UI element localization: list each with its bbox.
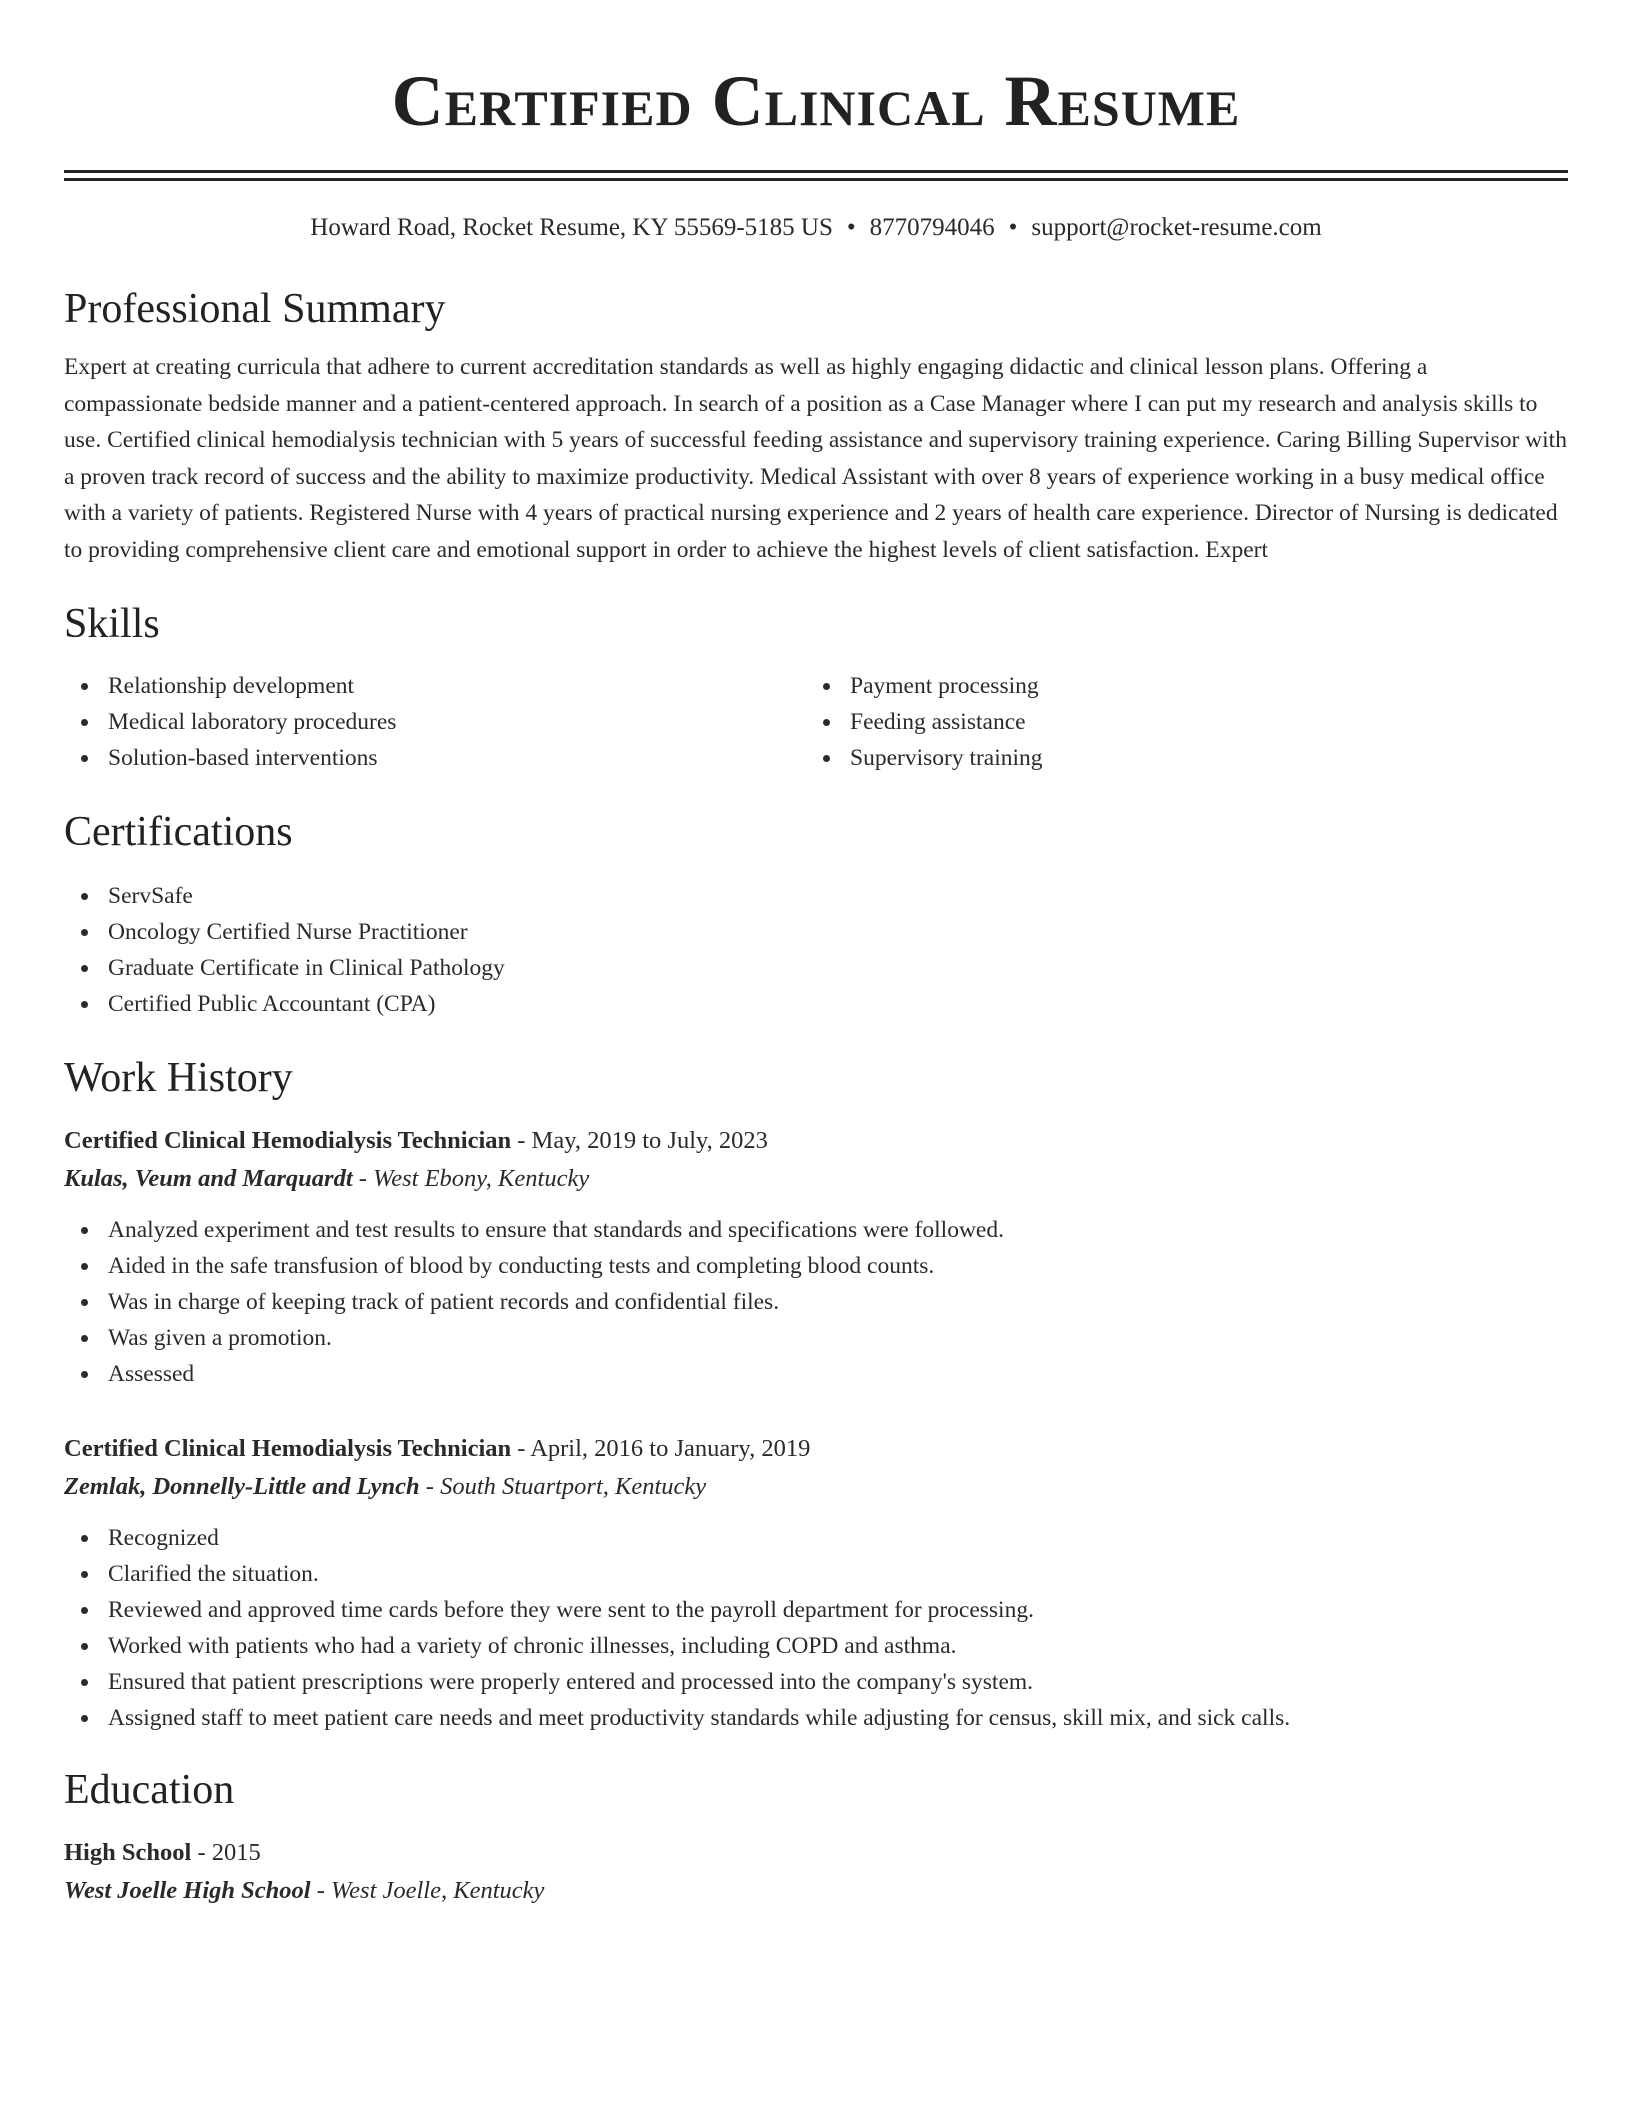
education-entry (64, 1834, 1568, 1910)
school-line (64, 1872, 1568, 1910)
certification-item: Certified Public Accountant (CPA) (64, 986, 1568, 1022)
job-duties-list (64, 1212, 1568, 1392)
education-heading: Education (64, 1767, 235, 1813)
skills-heading: Skills (64, 601, 160, 647)
employer-line (64, 1468, 1568, 1506)
certification-item: Graduate Certificate in Clinical Pathology (64, 950, 1568, 986)
summary-text: Expert at creating curricula that adhere to current accreditation standards as well as highly engaging didactic and clinical lesson plans. Offering a compassionate bedside manner and a patient-centered approach. In search of a position as a Case Manager where I can put my research and analysis skills to use. Certified clinical hemodialysis technician with 5 years of successful feeding assistance and supervisory training experience. Caring Billing Supervisor with a proven track record of success and the ability to maximize productivity. Medical Assistant with over 8 years of experience working in a busy medical office with a variety of patients. Registered Nurse with 4 years of practical nursing experience and 2 years of health care experience. Director of Nursing is dedicated to providing comprehensive client care and emotional support in order to achieve the highest levels of client satisfaction. Expert (64, 354, 1567, 563)
contact-separator: • (1008, 214, 1018, 241)
job-title-line (64, 1122, 1568, 1160)
job-duty: Ensured that patient prescriptions were properly entered and processed into the company's system. (64, 1664, 1568, 1700)
job-duties-list (64, 1520, 1568, 1736)
degree-line (64, 1834, 1568, 1872)
skill-item: Medical laboratory procedures (64, 704, 806, 740)
job-entry (64, 1122, 1568, 1392)
employer-location: - West Ebony, Kentucky (358, 1165, 590, 1192)
contact-email: support@rocket-resume.com (1031, 214, 1322, 241)
certifications-heading: Certifications (64, 809, 293, 855)
skills-grid (64, 668, 1568, 776)
job-title: Certified Clinical Hemodialysis Technician (64, 1127, 512, 1154)
resume-title: Certified Clinical Resume (391, 61, 1241, 141)
graduation-year: - 2015 (197, 1839, 261, 1866)
employer-name: Kulas, Veum and Marquardt (64, 1165, 353, 1192)
job-duty: Recognized (64, 1520, 1568, 1556)
job-duty: Aided in the safe transfusion of blood by conducting tests and completing blood counts. (64, 1248, 1568, 1284)
job-duty: Was given a promotion. (64, 1320, 1568, 1356)
certifications-list (64, 878, 1568, 1022)
job-dates: - May, 2019 to July, 2023 (517, 1127, 768, 1154)
skill-item: Feeding assistance (806, 704, 1548, 740)
job-duty: Worked with patients who had a variety of chronic illnesses, including COPD and asthma. (64, 1628, 1568, 1664)
job-duty: Reviewed and approved time cards before they were sent to the payroll department for processing. (64, 1592, 1568, 1628)
certification-item: Oncology Certified Nurse Practitioner (64, 914, 1568, 950)
skill-item: Solution-based interventions (64, 740, 806, 776)
contact-phone: 8770794046 (869, 214, 995, 241)
skills-column-left (64, 668, 806, 776)
contact-address: Howard Road, Rocket Resume, KY 55569-5185 US (310, 214, 833, 241)
job-duty: Assessed (64, 1356, 1568, 1392)
title-double-rule (64, 170, 1568, 181)
job-duty: Assigned staff to meet patient care needs and meet productivity standards while adjusting for census, skill mix, and sick calls. (64, 1700, 1568, 1736)
school-name: West Joelle High School (64, 1877, 311, 1904)
contact-line (64, 211, 1568, 245)
contact-separator: • (846, 214, 856, 241)
employer-name: Zemlak, Donnelly-Little and Lynch (64, 1473, 420, 1500)
skills-column-right (806, 668, 1548, 776)
degree-name: High School (64, 1839, 192, 1866)
employer-line (64, 1160, 1568, 1198)
certification-item: ServSafe (64, 878, 1568, 914)
work-history-heading: Work History (64, 1055, 293, 1101)
job-dates: - April, 2016 to January, 2019 (517, 1435, 811, 1462)
skill-item: Payment processing (806, 668, 1548, 704)
job-duty: Analyzed experiment and test results to ensure that standards and specifications were followed. (64, 1212, 1568, 1248)
employer-location: - South Stuartport, Kentucky (425, 1473, 707, 1500)
job-entry (64, 1430, 1568, 1736)
job-duty: Clarified the situation. (64, 1556, 1568, 1592)
job-title-line (64, 1430, 1568, 1468)
school-location: - West Joelle, Kentucky (316, 1877, 545, 1904)
job-title: Certified Clinical Hemodialysis Technician (64, 1435, 512, 1462)
job-duty: Was in charge of keeping track of patient records and confidential files. (64, 1284, 1568, 1320)
skill-item: Relationship development (64, 668, 806, 704)
summary-heading: Professional Summary (64, 286, 446, 332)
skill-item: Supervisory training (806, 740, 1548, 776)
